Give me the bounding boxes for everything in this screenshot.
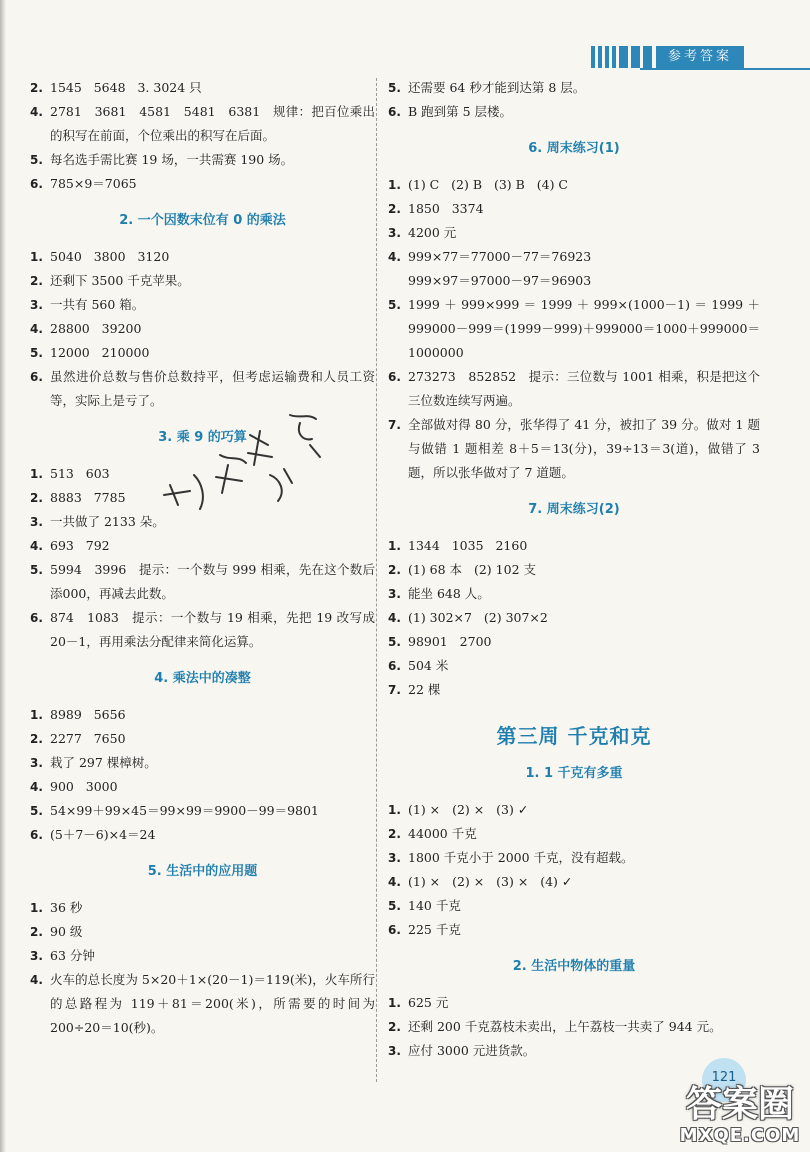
right-column	[388, 76, 764, 1063]
answer-number: 5.	[30, 804, 43, 818]
answer-item	[388, 173, 760, 197]
answer-number: 1.	[30, 250, 43, 264]
answer-text: 一共有 560 箱。	[50, 297, 145, 312]
answer-text: 504 米	[408, 658, 449, 673]
answer-text: (1) 68 本 (2) 102 支	[408, 562, 536, 577]
answer-text: 900 3000	[50, 779, 118, 794]
answer-item	[30, 76, 375, 100]
answer-text: 1545 5648 3. 3024 只	[50, 80, 202, 95]
answer-number: 3.	[30, 298, 43, 312]
answer-number: 5.	[388, 635, 401, 649]
answer-item	[388, 413, 764, 485]
answer-number: 4.	[30, 539, 43, 553]
answer-item	[388, 630, 760, 654]
section-title: 5. 生活中的应用题	[147, 864, 258, 879]
answer-item	[30, 534, 375, 558]
answer-number: 6.	[388, 105, 401, 119]
answer-item	[30, 245, 375, 269]
answer-text: 5040 3800 3120	[50, 249, 170, 264]
answer-number: 3.	[30, 515, 43, 529]
section-title: 2. 生活中物体的重量	[512, 959, 636, 974]
answer-item	[30, 727, 375, 751]
answer-item	[388, 1039, 760, 1063]
answer-item	[30, 606, 379, 654]
answer-number: 5.	[388, 81, 401, 95]
answer-text: 693 792	[50, 538, 110, 553]
answer-item	[30, 341, 375, 365]
handwritten-note-scribble	[150, 405, 340, 525]
answer-item	[388, 197, 760, 221]
answer-number: 2.	[30, 732, 43, 746]
answer-item	[30, 968, 379, 1040]
answer-text: 12000 210000	[50, 345, 150, 360]
answer-item	[388, 1015, 760, 1039]
answer-number: 1.	[30, 467, 43, 481]
answer-text: 5994 3996 提示：一个数与 999 相乘，先在这个数后添000，再减去此数。	[50, 562, 375, 601]
answer-number: 5.	[388, 298, 401, 312]
answer-number: 4.	[388, 875, 401, 889]
answer-item	[30, 293, 375, 317]
answer-number: 2.	[388, 827, 401, 841]
answer-text: 2781 3681 4581 5481 6381 规律：把百位乘出的积写在前面，个位乘出的积写在后面。	[50, 104, 375, 143]
answer-number: 6.	[30, 611, 43, 625]
answer-text: 28800 39200	[50, 321, 142, 336]
answer-item	[388, 100, 760, 124]
answer-number: 4.	[30, 973, 43, 987]
answer-text: 一共做了 2133 朵。	[50, 514, 165, 529]
answer-item	[30, 317, 375, 341]
answer-number: 6.	[30, 828, 43, 842]
section-title: 4. 乘法中的凑整	[154, 671, 251, 686]
answer-text: 1800 千克小于 2000 千克，没有超载。	[408, 850, 634, 865]
answer-text: 还剩 200 千克荔枝未卖出，上午荔枝一共卖了 944 元。	[408, 1019, 722, 1034]
answer-text: 还剩下 3500 千克苹果。	[50, 273, 190, 288]
answer-text: (5＋7－6)×4＝24	[50, 827, 156, 842]
answer-number: 2.	[388, 202, 401, 216]
answer-item	[30, 269, 375, 293]
answer-number: 4.	[30, 322, 43, 336]
answer-number: 1.	[388, 803, 401, 817]
answer-number: 6.	[30, 370, 43, 384]
answer-number: 5.	[388, 899, 401, 913]
answer-text: 栽了 297 棵樟树。	[50, 755, 157, 770]
answer-number: 5.	[30, 346, 43, 360]
answer-number: 3.	[388, 587, 401, 601]
answer-text: 874 1083 提示：一个数与 19 相乘，先把 19 改写成 20－1，再用乘法分配律来简化运算。	[50, 610, 379, 649]
answer-number: 1.	[388, 178, 401, 192]
answer-item	[30, 703, 375, 727]
answer-item	[388, 269, 760, 293]
site-watermark	[676, 1085, 804, 1146]
answer-number: 3.	[30, 949, 43, 963]
answer-number: 7.	[388, 418, 401, 432]
answer-text: 625 元	[408, 995, 449, 1010]
header-rule	[640, 68, 810, 70]
answer-item	[388, 894, 760, 918]
answer-item	[388, 365, 760, 413]
answer-number: 1.	[388, 539, 401, 553]
answer-item	[388, 245, 760, 269]
answer-number: 4.	[388, 250, 401, 264]
answer-number: 5.	[30, 153, 43, 167]
header-answer-tag	[591, 46, 744, 68]
answer-item	[388, 822, 760, 846]
answer-number: 4.	[388, 611, 401, 625]
answer-number: 6.	[30, 177, 43, 191]
answer-text: 999×77＝77000－77＝76923	[408, 249, 592, 264]
answer-number: 2.	[388, 1020, 401, 1034]
answer-item	[30, 100, 375, 148]
answer-item	[388, 293, 760, 365]
watermark-url: MXQE.COM	[679, 1125, 801, 1146]
answer-item	[30, 799, 375, 823]
answer-item	[388, 582, 760, 606]
answer-item	[30, 920, 375, 944]
answer-number: 2.	[30, 274, 43, 288]
answer-number: 2.	[30, 925, 43, 939]
answer-text: 应付 3000 元进货款。	[408, 1043, 536, 1058]
answer-text: 785×9＝7065	[50, 176, 137, 191]
answer-text: 63 分钟	[50, 948, 95, 963]
answer-number: 2.	[388, 563, 401, 577]
answer-item	[388, 76, 760, 100]
answer-number: 3.	[30, 756, 43, 770]
answer-text: 999×97＝97000－97＝96903	[408, 273, 592, 288]
answer-item	[30, 751, 375, 775]
answer-text: 虽然进价总数与售价总数持平，但考虑运输费和人员工资等，实际上是亏了。	[50, 369, 375, 408]
answer-text: 8883 7785	[50, 490, 126, 505]
answer-item	[30, 823, 375, 847]
answer-number: 5.	[30, 563, 43, 577]
answer-text: (1) × (2) × (3) ✓	[408, 802, 529, 817]
answer-item	[388, 678, 760, 702]
answer-item	[30, 944, 375, 968]
section-title: 1. 1 千克有多重	[525, 766, 623, 781]
section-title: 6. 周末练习(1)	[528, 141, 620, 156]
answer-text: 还需要 64 秒才能到达第 8 层。	[408, 80, 586, 95]
answer-number: 2.	[30, 81, 43, 95]
answer-number: 6.	[388, 659, 401, 673]
answer-text: 225 千克	[408, 922, 461, 937]
answer-text: 1999＋999×999＝1999＋999×(1000－1)＝1999＋999000－999＝(1999－999)＋999000＝1000＋999000＝1000000	[408, 297, 760, 360]
answer-item	[30, 148, 375, 172]
answer-text: 98901 2700	[408, 634, 492, 649]
answer-text: 8989 5656	[50, 707, 126, 722]
answer-text: (1) × (2) × (3) × (4) ✓	[408, 874, 573, 889]
page-number: 121	[702, 1058, 746, 1102]
answer-item	[388, 534, 760, 558]
answer-text: 44000 千克	[408, 826, 477, 841]
section-title: 3. 乘 9 的巧算	[158, 430, 247, 445]
answer-item	[388, 606, 760, 630]
answer-text: 54×99＋99×45＝99×99＝9900－99＝9801	[50, 803, 319, 818]
answer-number: 1.	[30, 708, 43, 722]
answer-number: 4.	[30, 105, 43, 119]
answer-number: 6.	[388, 923, 401, 937]
answer-item	[388, 221, 760, 245]
answer-number: 4.	[30, 780, 43, 794]
answer-text: 每名选手需比赛 19 场，一共需赛 190 场。	[50, 152, 294, 167]
column-divider	[376, 78, 377, 1082]
page-edge-shadow	[0, 0, 6, 1152]
answer-number	[388, 269, 408, 293]
left-column	[30, 76, 379, 1040]
answer-item	[30, 558, 375, 606]
answer-number: 7.	[388, 683, 401, 697]
answer-number: 1.	[388, 996, 401, 1010]
answer-item	[388, 798, 760, 822]
answer-item	[388, 654, 760, 678]
answer-number: 6.	[388, 370, 401, 384]
answer-number: 3.	[388, 851, 401, 865]
answer-item	[30, 775, 375, 799]
answer-text: 140 千克	[408, 898, 461, 913]
answer-text: 2277 7650	[50, 731, 126, 746]
answer-item	[30, 172, 375, 196]
answer-text: 4200 元	[408, 225, 457, 240]
answer-text: 1344 1035 2160	[408, 538, 528, 553]
answer-item	[388, 918, 760, 942]
answer-number: 2.	[30, 491, 43, 505]
answer-text: 513 603	[50, 466, 110, 481]
header-tag-label: 参考答案	[656, 46, 744, 68]
answer-number: 1.	[30, 901, 43, 915]
answer-text: 火车的总长度为 5×20＋1×(20－1)＝119(米)，火车所行的总路程为 119＋81＝200(米)，所需要的时间为 200÷20＝10(秒)。	[50, 972, 379, 1035]
section-title: 7. 周末练习(2)	[528, 502, 620, 517]
answer-text: (1) C (2) B (3) B (4) C	[408, 177, 568, 192]
answer-text: B 跑到第 5 层楼。	[408, 104, 513, 119]
answer-item	[388, 558, 760, 582]
answer-item	[388, 846, 760, 870]
answer-text: 273273 852852 提示：三位数与 1001 相乘，积是把这个三位数连续写两遍。	[408, 369, 760, 408]
answer-text: 22 棵	[408, 682, 441, 697]
section-title: 2. 一个因数末位有 0 的乘法	[119, 213, 286, 228]
answer-number: 3.	[388, 226, 401, 240]
answer-number: 3.	[388, 1044, 401, 1058]
answer-text: 36 秒	[50, 900, 83, 915]
header-stripes	[591, 46, 652, 68]
answer-text: 全部做对得 80 分，张华得了 41 分，被扣了 39 分。做对 1 题与做错 1 题相差 8＋5＝13(分)，39÷13＝3(道)，做错了 3 题，所以张华做对了 7 道题。	[408, 417, 764, 480]
answer-item	[388, 870, 760, 894]
answer-item	[388, 991, 760, 1015]
answer-text: 能坐 648 人。	[408, 586, 490, 601]
chapter-title: 第三周 千克和克	[496, 724, 652, 748]
answer-item	[30, 896, 375, 920]
answer-text: 90 级	[50, 924, 83, 939]
answer-text: (1) 302×7 (2) 307×2	[408, 610, 548, 625]
watermark-logo-text: 答案圈	[685, 1084, 794, 1125]
answer-text: 1850 3374	[408, 201, 484, 216]
